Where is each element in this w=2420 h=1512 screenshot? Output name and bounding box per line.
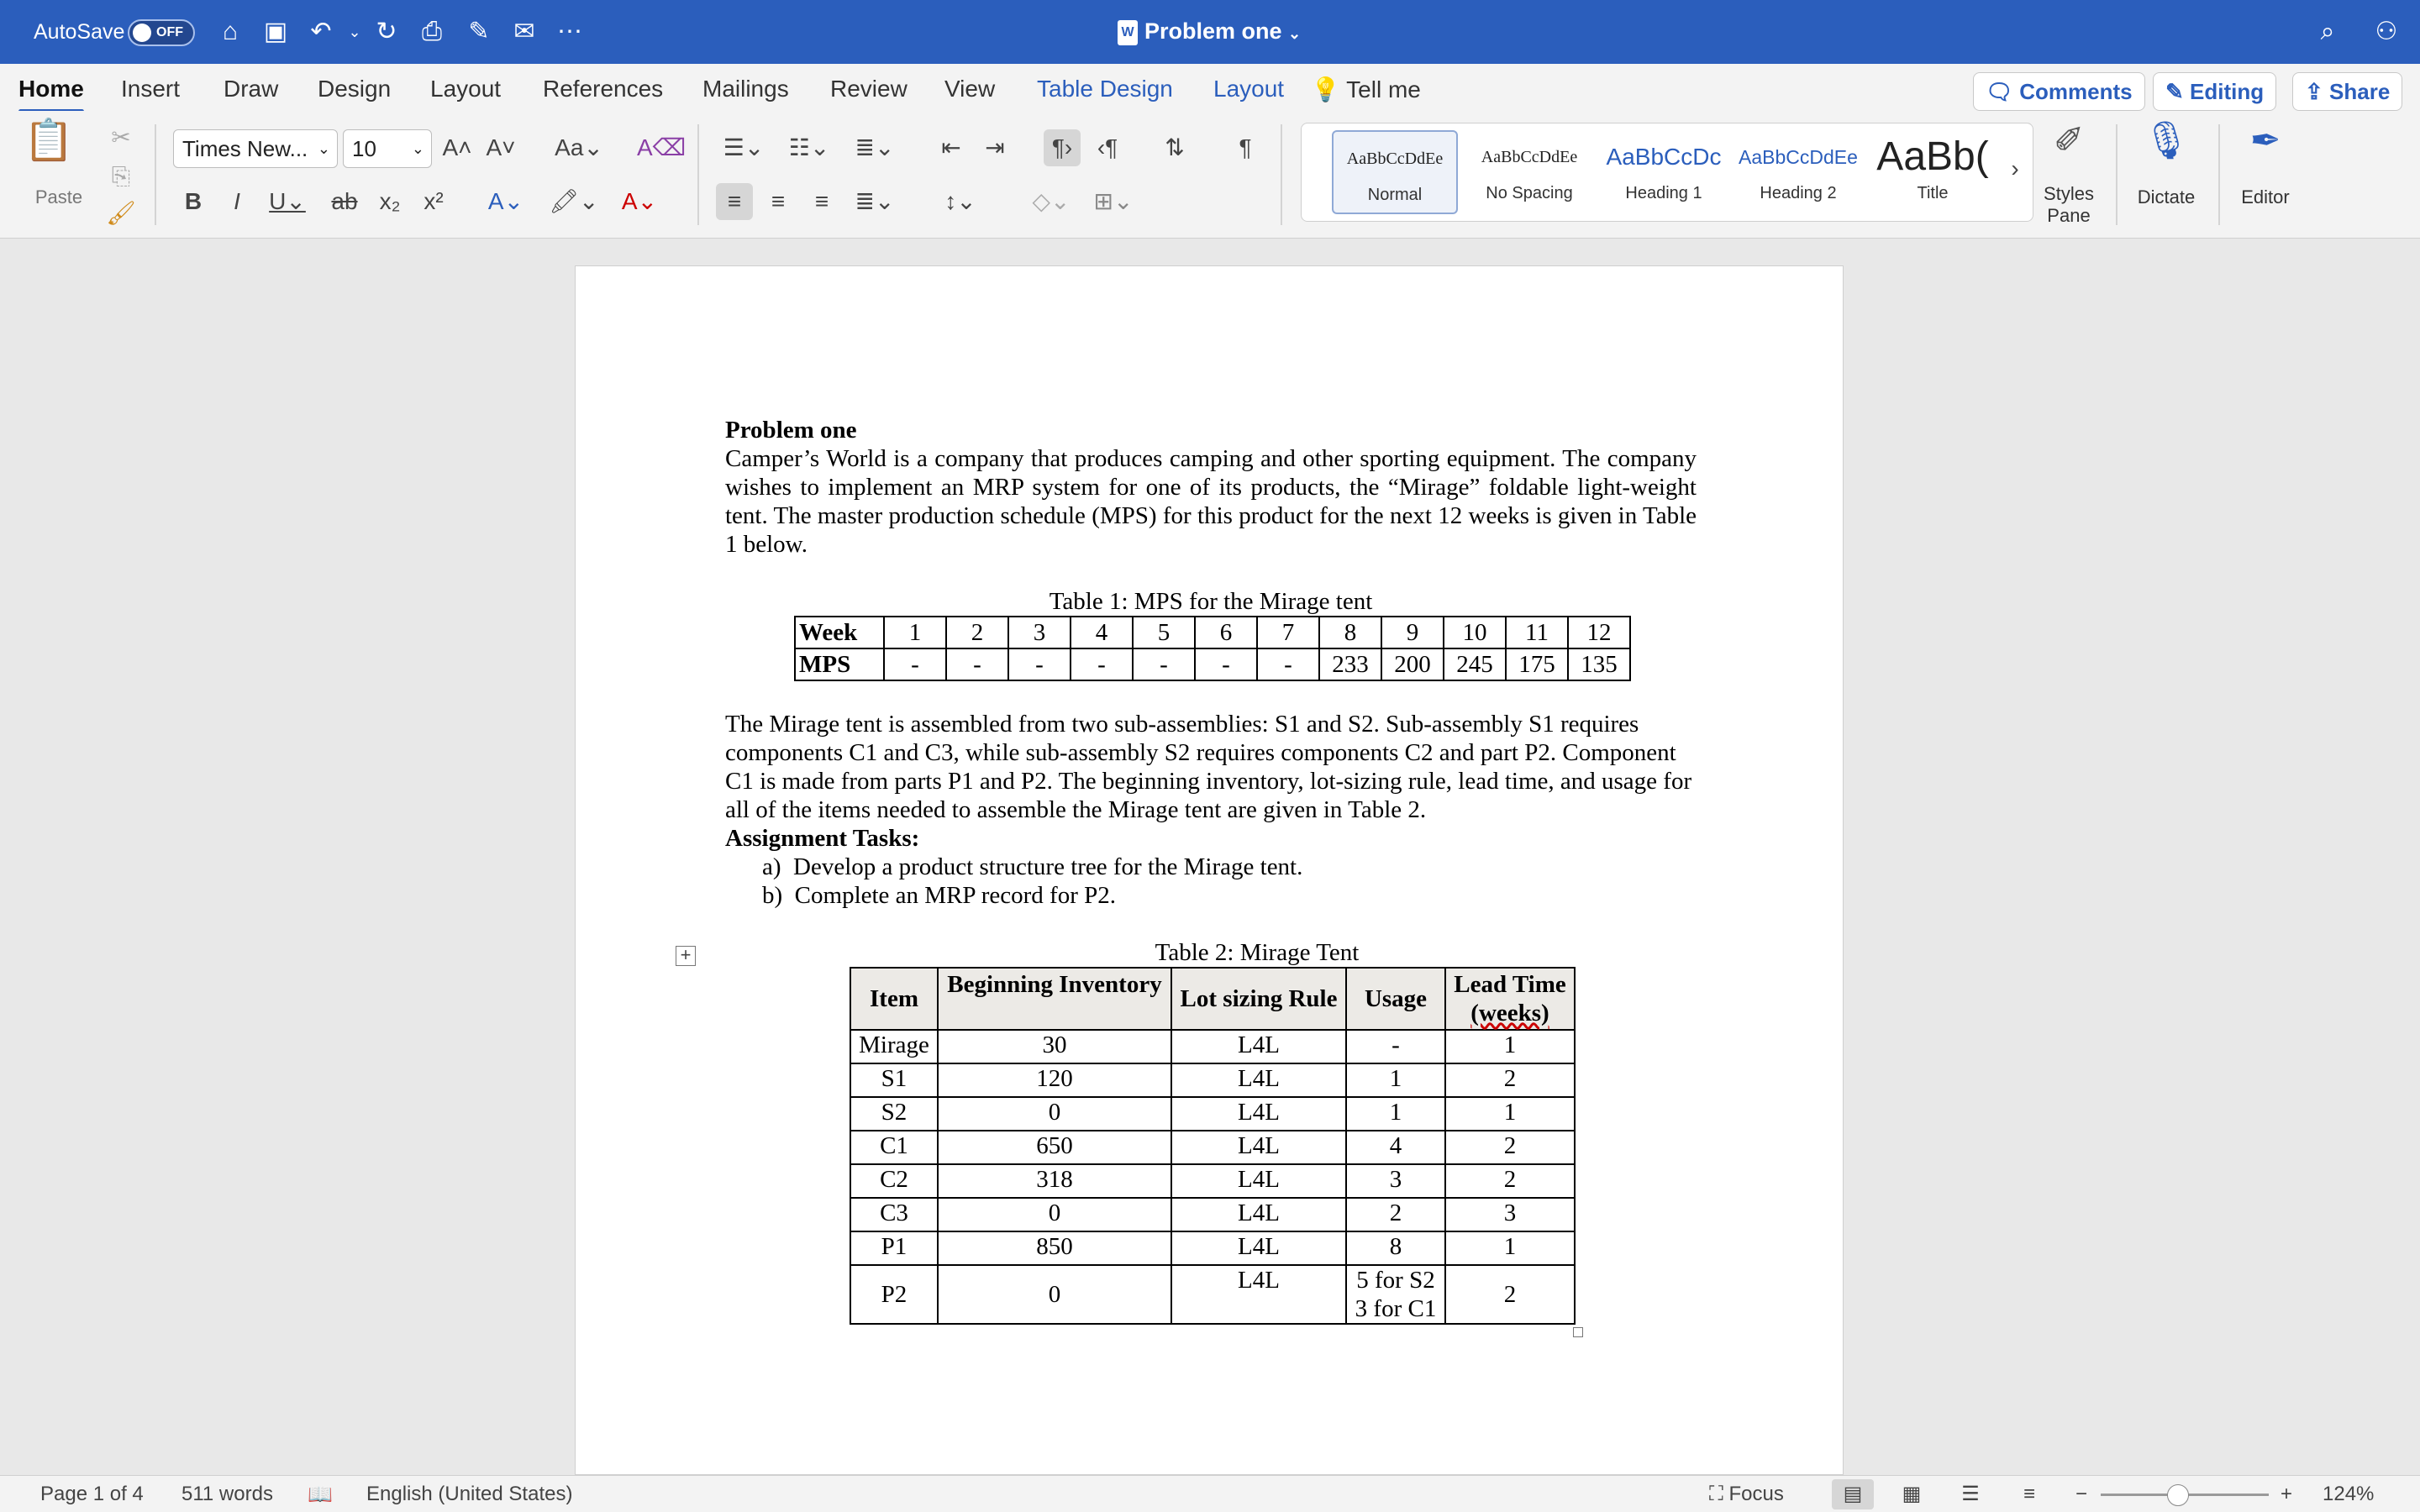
- document-title[interactable]: W Problem one ⌄: [1118, 18, 1301, 45]
- table-cell[interactable]: -: [884, 648, 946, 680]
- problem-heading: Problem one: [725, 417, 857, 444]
- autosave-state: OFF: [156, 25, 183, 39]
- table-cell[interactable]: 8: [1319, 617, 1381, 648]
- table-cell[interactable]: 0: [938, 1265, 1171, 1324]
- superscript-icon[interactable]: x²: [424, 188, 444, 214]
- table-cell[interactable]: -: [1195, 648, 1257, 680]
- table-cell[interactable]: 1: [884, 617, 946, 648]
- table-cell[interactable]: 30: [938, 1030, 1171, 1063]
- pencil-icon: ✎: [2165, 79, 2184, 104]
- save-as-icon[interactable]: ✎: [468, 18, 490, 45]
- table-cell[interactable]: 6: [1195, 617, 1257, 648]
- format-painter-icon[interactable]: 🖌: [106, 200, 136, 226]
- table-cell[interactable]: 0: [938, 1097, 1171, 1131]
- table-cell[interactable]: L4L: [1171, 1198, 1346, 1231]
- bullets-icon[interactable]: ☰⌄: [723, 134, 765, 160]
- table-row: [850, 1097, 1575, 1131]
- table-cell[interactable]: 3: [1008, 617, 1071, 648]
- chevron-down-icon: ⌄: [317, 140, 330, 157]
- table-cell[interactable]: L4L: [1171, 1097, 1346, 1131]
- table-header-row: [850, 968, 1575, 1030]
- table-cell[interactable]: 1: [1445, 1097, 1575, 1131]
- separator: [1281, 124, 1282, 225]
- table-cell[interactable]: 1: [1445, 1030, 1575, 1063]
- align-right-icon[interactable]: ≡: [814, 188, 829, 214]
- table-cell[interactable]: 11: [1506, 617, 1568, 648]
- table-cell[interactable]: -: [946, 648, 1008, 680]
- highlight-icon[interactable]: 🖍⌄: [549, 188, 599, 214]
- table1-caption: Table 1: MPS for the Mirage tent: [1049, 588, 1373, 615]
- table-row: [850, 1131, 1575, 1164]
- editor-label[interactable]: Editor: [2241, 186, 2290, 207]
- table-cell[interactable]: -: [1008, 648, 1071, 680]
- ribbon-home: [0, 111, 2420, 239]
- header-item[interactable]: Item: [850, 968, 938, 1030]
- table-row: [850, 1063, 1575, 1097]
- zoom-in-icon[interactable]: +: [2281, 1483, 2293, 1505]
- save-icon[interactable]: ▣: [263, 18, 288, 45]
- clear-formatting-icon[interactable]: A⌫: [637, 134, 687, 160]
- table-cell[interactable]: 850: [938, 1231, 1171, 1265]
- table-cell[interactable]: 233: [1319, 648, 1381, 680]
- zoom-level[interactable]: 124%: [2323, 1483, 2375, 1505]
- shrink-font-icon[interactable]: A˅: [486, 134, 516, 160]
- table2-caption: Table 2: Mirage Tent: [1155, 939, 1360, 966]
- chevron-right-icon[interactable]: ›: [2011, 155, 2019, 181]
- zoom-out-icon[interactable]: −: [2075, 1483, 2088, 1505]
- title-chevron-icon: ⌄: [1288, 25, 1302, 42]
- table-cell[interactable]: MPS: [795, 648, 884, 680]
- table-cell[interactable]: 2: [946, 617, 1008, 648]
- sort-icon[interactable]: ⇅: [1165, 134, 1185, 160]
- table-cell[interactable]: 2: [1445, 1265, 1575, 1324]
- table-cell[interactable]: 7: [1257, 617, 1319, 648]
- cut-icon[interactable]: ✂: [111, 124, 131, 150]
- table-cell[interactable]: 1: [1346, 1063, 1445, 1097]
- table-cell[interactable]: 245: [1444, 648, 1506, 680]
- table-row: [850, 1030, 1575, 1063]
- subscript-icon[interactable]: x₂: [379, 188, 401, 214]
- separator: [2116, 124, 2118, 225]
- underline-icon[interactable]: U⌄: [269, 188, 306, 214]
- table-cell[interactable]: 2: [1445, 1131, 1575, 1164]
- align-center-icon[interactable]: ≡: [771, 188, 786, 214]
- page-count[interactable]: Page 1 of 4: [40, 1483, 144, 1505]
- dictate-label[interactable]: Dictate: [2137, 186, 2196, 207]
- print-icon[interactable]: ⎙: [422, 18, 442, 45]
- focus-button[interactable]: ⛶ Focus: [1709, 1483, 1784, 1505]
- toggle-knob: [133, 24, 151, 42]
- redo-icon[interactable]: ↻: [376, 18, 397, 45]
- table-cell[interactable]: 3: [1445, 1198, 1575, 1231]
- document-page[interactable]: [575, 265, 1844, 1475]
- table-cell[interactable]: Week: [795, 617, 884, 648]
- table-resize-handle[interactable]: [1573, 1327, 1583, 1337]
- bold-icon[interactable]: B: [184, 188, 203, 214]
- body-paragraph-2: The Mirage tent is assembled from two sub-assemblies: S1 and S2. Sub-assembly S1 requires components C1 and C3, while sub-assembly S2 requires components C2 and part P2. Component C1 is made from parts P1 and P2. The beginning inventory, lot-sizing rule, lead time, and usage for all of the items needed to assemble the Mirage tent are given in Table 2.: [725, 711, 1692, 823]
- table-cell[interactable]: 200: [1381, 648, 1444, 680]
- table-cell[interactable]: 175: [1506, 648, 1568, 680]
- share-button[interactable]: ⇪ Share: [2292, 72, 2402, 111]
- font-color-icon[interactable]: A⌄: [621, 188, 658, 214]
- web-layout-icon[interactable]: ▦: [1902, 1483, 1922, 1505]
- account-icon[interactable]: ⚇: [2375, 18, 2398, 45]
- autosave-toggle[interactable]: [128, 19, 195, 46]
- table-cell[interactable]: C1: [850, 1131, 938, 1164]
- tab-design[interactable]: Design: [318, 76, 392, 102]
- more-icon[interactable]: ⋯: [557, 18, 582, 45]
- numbering-icon[interactable]: ☷⌄: [788, 134, 830, 160]
- zoom-slider-knob[interactable]: [2167, 1484, 2189, 1506]
- table-cell[interactable]: 120: [938, 1063, 1171, 1097]
- header-lead-time[interactable]: Lead Time (weeks): [1445, 968, 1575, 1030]
- proofing-icon[interactable]: 📖: [308, 1483, 333, 1506]
- table-cell[interactable]: S2: [850, 1097, 938, 1131]
- comments-button[interactable]: 🗨 Comments: [1973, 72, 2145, 111]
- styles-pane-label[interactable]: Styles Pane: [2044, 183, 2094, 226]
- table-cell[interactable]: S1: [850, 1063, 938, 1097]
- table-cell[interactable]: 9: [1381, 617, 1444, 648]
- table-move-handle-icon[interactable]: +: [676, 946, 696, 966]
- print-layout-icon[interactable]: ▤: [1832, 1479, 1874, 1509]
- table-cell[interactable]: 3: [1346, 1164, 1445, 1198]
- title-bar: [0, 0, 2420, 64]
- list-item: b) Complete an MRP record for P2.: [762, 882, 1116, 909]
- focus-icon: ⛶: [1709, 1483, 1723, 1505]
- table-cell[interactable]: 8: [1346, 1231, 1445, 1265]
- table-row: [850, 1164, 1575, 1198]
- tab-insert[interactable]: Insert: [121, 76, 181, 102]
- text-effects-icon[interactable]: A⌄: [487, 188, 524, 214]
- table-row: [850, 1198, 1575, 1231]
- table-cell[interactable]: 4: [1346, 1131, 1445, 1164]
- header-beginning-inventory[interactable]: Beginning Inventory: [938, 968, 1171, 1030]
- tab-tell-me[interactable]: 💡 Tell me: [1311, 76, 1421, 102]
- table-cell[interactable]: -: [1071, 648, 1133, 680]
- table-cell[interactable]: -: [1133, 648, 1195, 680]
- table-cell[interactable]: 5 for S2 3 for C1: [1346, 1265, 1445, 1324]
- table-cell[interactable]: 2: [1346, 1198, 1445, 1231]
- grow-font-icon[interactable]: A˄: [442, 134, 472, 160]
- table-cell[interactable]: 318: [938, 1164, 1171, 1198]
- separator: [697, 124, 699, 225]
- list-item: a) Develop a product structure tree for the Mirage tent.: [762, 853, 1303, 880]
- header-usage[interactable]: Usage: [1346, 968, 1445, 1030]
- decrease-indent-icon[interactable]: ⇤: [941, 134, 961, 160]
- tab-home[interactable]: Home: [18, 76, 84, 102]
- font-size-select[interactable]: 10 ⌄: [343, 129, 432, 168]
- style-heading-2[interactable]: AaBbCcDdEe Heading 2: [1739, 146, 1858, 202]
- table-cell[interactable]: 0: [938, 1198, 1171, 1231]
- align-left-icon[interactable]: ≡: [716, 183, 753, 220]
- styles-gallery: [1301, 123, 2033, 222]
- table-cell[interactable]: 135: [1568, 648, 1630, 680]
- shading-icon[interactable]: ◇⌄: [1032, 188, 1071, 214]
- table-cell[interactable]: L4L: [1171, 1131, 1346, 1164]
- home-icon[interactable]: ⌂: [222, 18, 239, 45]
- style-normal[interactable]: AaBbCcDdEe Normal: [1332, 130, 1458, 214]
- tab-table-design[interactable]: Table Design: [1037, 76, 1173, 102]
- mps-table[interactable]: [794, 616, 1631, 681]
- tab-review[interactable]: Review: [830, 76, 908, 102]
- autosave-label: AutoSave: [34, 20, 125, 44]
- status-bar: [0, 1475, 2420, 1512]
- table-cell[interactable]: -: [1257, 648, 1319, 680]
- undo-dropdown-icon[interactable]: ⌄: [348, 24, 361, 40]
- outline-view-icon[interactable]: ☰: [1961, 1483, 1980, 1505]
- font-name-select[interactable]: Times New... ⌄: [173, 129, 338, 168]
- separator: [155, 124, 156, 225]
- tab-draw[interactable]: Draw: [224, 76, 279, 102]
- change-case-icon[interactable]: Aa⌄: [555, 134, 603, 160]
- multilevel-list-icon[interactable]: ≣⌄: [855, 134, 895, 160]
- table-cell[interactable]: L4L: [1171, 1030, 1346, 1063]
- language[interactable]: English (United States): [366, 1483, 573, 1505]
- rtl-icon[interactable]: ‹¶: [1097, 134, 1118, 160]
- table-row: [850, 1265, 1575, 1324]
- tab-mailings[interactable]: Mailings: [702, 76, 789, 102]
- editor-pen-icon[interactable]: ✒: [2249, 120, 2281, 161]
- italic-icon[interactable]: I: [234, 188, 240, 214]
- draft-view-icon[interactable]: ≡: [2023, 1483, 2035, 1505]
- borders-icon[interactable]: ⊞⌄: [1093, 188, 1134, 214]
- table-cell[interactable]: 12: [1568, 617, 1630, 648]
- undo-icon[interactable]: ↶: [310, 18, 332, 45]
- tasks-heading: Assignment Tasks:: [725, 825, 920, 852]
- style-heading-1[interactable]: AaBbCcDc Heading 1: [1606, 144, 1722, 202]
- table-cell[interactable]: L4L: [1171, 1231, 1346, 1265]
- show-formatting-icon[interactable]: ¶: [1239, 134, 1252, 160]
- table-row: [850, 1231, 1575, 1265]
- table-cell[interactable]: 2: [1445, 1164, 1575, 1198]
- editing-button[interactable]: ✎ Editing: [2153, 72, 2276, 111]
- style-title[interactable]: AaBb( Title: [1876, 134, 1989, 202]
- table-cell[interactable]: C3: [850, 1198, 938, 1231]
- table-cell[interactable]: C2: [850, 1164, 938, 1198]
- table-cell[interactable]: 1: [1346, 1097, 1445, 1131]
- increase-indent-icon[interactable]: ⇥: [985, 134, 1005, 160]
- table-row: [795, 617, 1630, 648]
- style-no-spacing[interactable]: AaBbCcDdEe No Spacing: [1481, 148, 1578, 202]
- copy-icon[interactable]: ⎘: [111, 163, 131, 189]
- paste-label: Paste: [34, 186, 83, 207]
- tab-view[interactable]: View: [944, 76, 996, 102]
- table-cell[interactable]: P2: [850, 1265, 938, 1324]
- separator: [2218, 124, 2220, 225]
- table-cell[interactable]: 10: [1444, 617, 1506, 648]
- table-cell[interactable]: L4L: [1171, 1265, 1346, 1324]
- styles-pane-icon[interactable]: ✐: [2053, 120, 2085, 161]
- header-lot-sizing-rule[interactable]: Lot sizing Rule: [1171, 968, 1346, 1030]
- table-cell[interactable]: 2: [1445, 1063, 1575, 1097]
- justify-icon[interactable]: ≣⌄: [855, 188, 895, 214]
- lightbulb-icon: 💡: [1311, 76, 1340, 102]
- table-row: [795, 648, 1630, 680]
- tasks-list: [725, 853, 1697, 910]
- word-count[interactable]: 511 words: [182, 1483, 273, 1505]
- strikethrough-icon[interactable]: ab: [331, 188, 358, 214]
- mirage-tent-table[interactable]: [850, 967, 1576, 1325]
- table-cell[interactable]: -: [1346, 1030, 1445, 1063]
- tab-references[interactable]: References: [543, 76, 664, 102]
- table-cell[interactable]: 5: [1133, 617, 1195, 648]
- table-cell[interactable]: 650: [938, 1131, 1171, 1164]
- share-icon: ⇪: [2305, 79, 2323, 104]
- table-cell[interactable]: L4L: [1171, 1164, 1346, 1198]
- table-cell[interactable]: 1: [1445, 1231, 1575, 1265]
- word-doc-icon: W: [1118, 20, 1138, 45]
- comment-icon: 🗨: [1986, 79, 2014, 104]
- document-body[interactable]: [725, 416, 1697, 1325]
- tab-table-layout[interactable]: Layout: [1213, 76, 1285, 102]
- paste-icon[interactable]: 📋: [24, 118, 74, 163]
- table-cell[interactable]: L4L: [1171, 1063, 1346, 1097]
- table-cell[interactable]: 4: [1071, 617, 1133, 648]
- ltr-icon[interactable]: ¶›: [1044, 129, 1081, 166]
- table-cell[interactable]: P1: [850, 1231, 938, 1265]
- search-icon[interactable]: ⌕: [2320, 18, 2335, 45]
- chevron-down-icon: ⌄: [411, 140, 424, 157]
- intro-paragraph: Camper’s World is a company that produces camping and other sporting equipment. The company wishes to implement an MRP system for one of its products, the “Mirage” foldable light-weight tent. The master production schedule (MPS) for this product for the next 12 weeks is given in Table 1 below.: [725, 445, 1697, 558]
- microphone-icon[interactable]: 🎙: [2143, 120, 2190, 161]
- line-spacing-icon[interactable]: ↕⌄: [944, 188, 976, 214]
- table-cell[interactable]: Mirage: [850, 1030, 938, 1063]
- mail-icon[interactable]: ✉: [513, 18, 535, 45]
- tab-layout[interactable]: Layout: [430, 76, 502, 102]
